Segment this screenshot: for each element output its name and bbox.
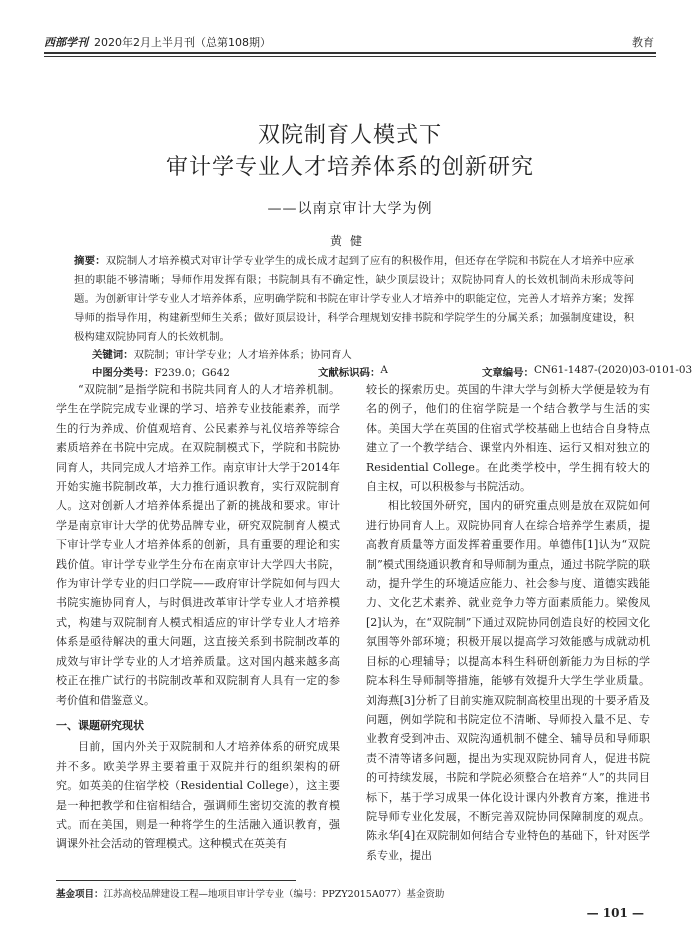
doc-code-value: A <box>380 364 388 376</box>
abstract <box>74 252 634 347</box>
clc-number <box>92 364 230 379</box>
subtitle: ——以南京审计大学为例 <box>267 201 433 217</box>
journal-info <box>44 34 271 50</box>
title-line-1: 双院制育人模式下 <box>257 123 442 148</box>
doc-code-label: 文献标识码： <box>318 367 381 379</box>
document-code <box>318 364 388 379</box>
issue-info: 2020年2月上半月刊（总第108期） <box>94 36 271 49</box>
body-paragraph: 相比较国外研究，国内的研究重点则是放在双院如何进行协同育人上。双院协同育人在综合培养学生素质，提高教育质量等方面发挥着重要作用。单德伟[1]认为“双院制”模式围绕通识教育和导师制为重点，通过书院学院的联动，提升学生的环境适应能力、社会参与度、道德实践能力、文化艺术素养、就业竞争力等方面素质能力。梁俊凤[2]认为，在“双院制”下通过双院协同创造良好的校园文化氛围等外部环境；积极开展以提高学习效能感与成就动机目标的心理辅导；以提高本科生科研创新能力为目标的学院本科生导师制等措施，能够有效提升大学生学业质量。刘海燕[3]分析了目前实施双院制高校里出现的十要矛盾及问题，例如学院和书院定位不清晰、导师投入量不足、专业教育受到冲击、双院沟通机制不健全、辅导员和导师职责不清等诸多问题，提出为实现双院协同育人，促进书院的可持续发展，书院和学院必须整合在培养“人”的共同目标下，基于学习成果一体化设计课内外教育方案，推进书院导师专业化发展，不断完善双院协同保障制度的观点。陈永华[4]在双院制如何结合专业特色的基础下，针对医学系专业，提出 <box>366 499 650 862</box>
footnote-text: 江苏高校品牌建设工程—地项目审计学专业（编号：PPZY2015A077）基金资助 <box>103 889 445 900</box>
running-header <box>44 30 656 54</box>
abstract-label: 摘要： <box>74 255 106 267</box>
clc-value: F239.0；G642 <box>154 367 230 379</box>
keywords-text: 双院制；审计学专业；人才培养体系；协同育人 <box>133 349 352 361</box>
footnote-label: 基金项目： <box>56 889 104 900</box>
page-number: — 101 — <box>586 906 644 920</box>
section-heading: 一、课题研究现状 <box>56 718 144 732</box>
funding-footnote <box>56 886 444 900</box>
abstract-text: 双院制人才培养模式对审计学专业学生的成长成才起到了应有的积极作用，但还存在学院和书院在人才培养中应承担的职能不够清晰；导师作用发挥有限；书院制具有不确定性，缺少顶层设计；双院协同育人的长效机制尚未形成等问题。为创新审计学专业人才培养体系，应明确学院和书院在审计学专业人才培养中的职能定位，完善人才培养方案；发挥导师的指导作用，构建新型师生关系；做好顶层设计，科学合理规划安排书院和学院学生的分属关系；加强制度建设，积极构建双院协同育人的长效机制。 <box>74 255 635 343</box>
article-no-label: 文章编号： <box>482 367 534 379</box>
body-paragraph: “双院制”是指学院和书院共同育人的人才培养机制。学生在学院完成专业课的学习、培养专业技能素养，而学生的行为养成、价值观培育、公民素养与礼仪培养等综合素质培养在书院中完成。在双院制模式下，学院和书院协同育人，共同完成人才培养工作。南京审计大学于2014年开始实施书院制改革，大力推行通识教育，实行双院制育人。这对创新人才培养体系提出了新的挑战和要求。审计学是南京审计大学的优势品牌专业，研究双院制育人模式下审计学专业人才培养体系的创新，具有重要的理论和实践价值。审计学专业学生分布在南京审计大学四大书院，作为审计学专业的归口学院——政府审计学院如何与四大书院实施协同育人，与时俱进改革审计学专业人才培养模式，构建与双院制育人模式相适应的审计学专业人才培养体系是亟待解决的重大问题，这直接关系到书院制改革的成效与审计学专业的人才培养质量。这对国内越来越多高校正在推广试行的书院制改革和双院制育人具有一定的参考价值和借鉴意义。 <box>56 383 340 707</box>
article-no-value: CN61-1487-(2020)03-0101-03 <box>533 364 693 376</box>
clc-label: 中图分类号： <box>92 367 155 379</box>
footnote-divider <box>56 880 296 881</box>
journal-logo: 西部学刊 <box>44 36 88 49</box>
author-name: 黄健 <box>329 234 370 248</box>
article-number <box>482 364 693 379</box>
section-label: 教育 <box>632 36 654 49</box>
left-column <box>56 380 340 854</box>
keywords-label: 关键词： <box>92 349 134 361</box>
article-meta <box>92 364 693 380</box>
keywords <box>92 346 352 361</box>
right-column <box>366 380 650 865</box>
title-line-2: 审计学专业人才培养体系的创新研究 <box>165 155 534 180</box>
body-paragraph: 目前，国内外关于双院制和人才培养体系的研究成果并不多。欧美学界主要着重于双院并行的组织架构的研究。如英美的住宿学校（Residential College），这主要是一种把教学和住宿相结合，强调师生密切交流的教育模式。而在美国，则是一种将学生的生活融入通识教育，强调课外社会活动的管理模式。这种模式在英美有 <box>56 740 340 851</box>
body-paragraph: 较长的探索历史。英国的牛津大学与剑桥大学便是较为有名的例子，他们的住宿学院是一个结合教学与生活的实体。美国大学在英国的住宿式学校基础上也结合自身特点建立了一个教学结合、课堂内外相连、运行又相对独立的Residential College。在此类学校中，学生拥有较大的自主权，可以积极参与书院活动。 <box>366 383 650 494</box>
header-divider <box>44 56 656 57</box>
